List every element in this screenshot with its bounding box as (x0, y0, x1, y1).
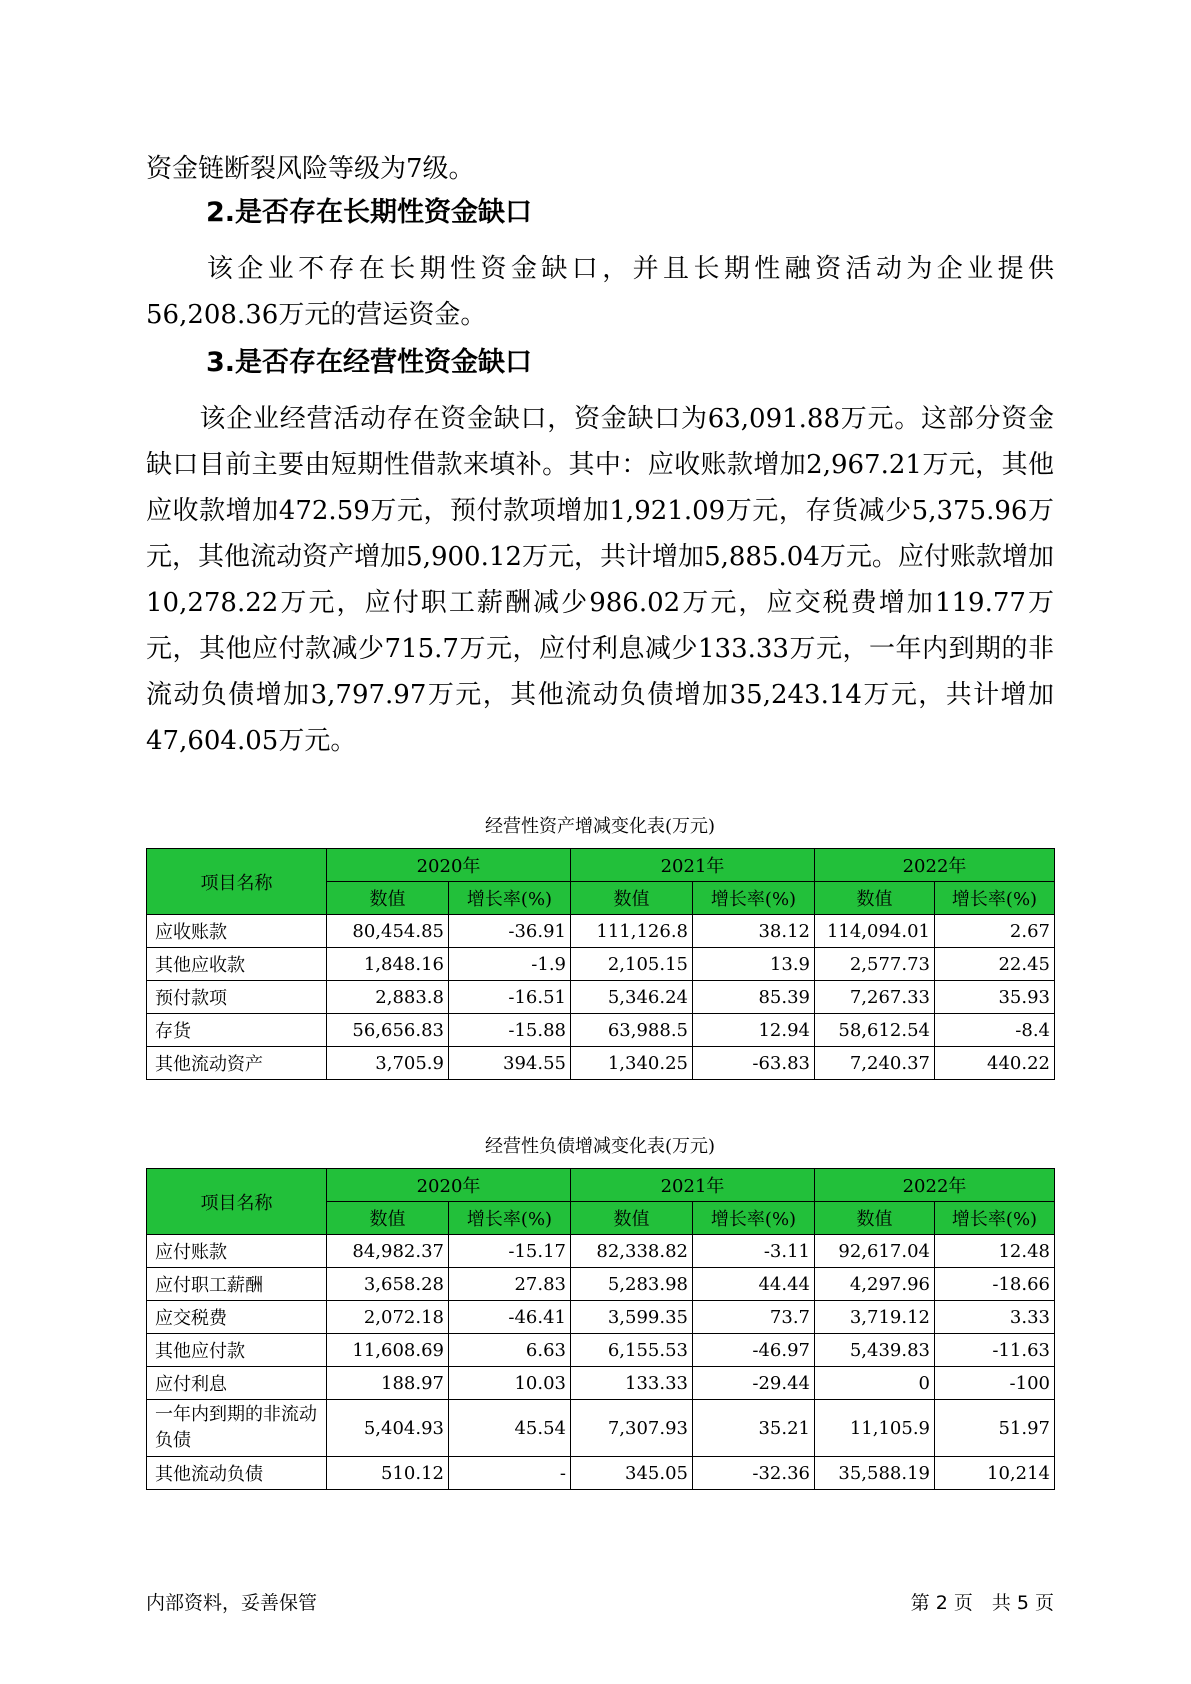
cell-growth: 13.9 (693, 948, 815, 981)
header-item: 项目名称 (147, 849, 327, 915)
cell-value: 82,338.82 (571, 1235, 693, 1268)
cell-value: 35,588.19 (815, 1457, 935, 1490)
cell-growth: -16.51 (449, 981, 571, 1014)
table-row (147, 1367, 1055, 1400)
cell-growth: 35.93 (935, 981, 1055, 1014)
header-growth: 增长率(%) (693, 1202, 815, 1235)
header-value: 数值 (815, 882, 935, 915)
cell-value: 510.12 (327, 1457, 449, 1490)
cell-value: 345.05 (571, 1457, 693, 1490)
cell-growth: -63.83 (693, 1047, 815, 1080)
cell-value: 92,617.04 (815, 1235, 935, 1268)
header-value: 数值 (327, 882, 449, 915)
cell-growth: 6.63 (449, 1334, 571, 1367)
header-growth: 增长率(%) (449, 882, 571, 915)
header-growth: 增长率(%) (935, 882, 1055, 915)
asset-table (146, 848, 1055, 1080)
cell-growth: 22.45 (935, 948, 1055, 981)
cell-value: 63,988.5 (571, 1014, 693, 1047)
cell-value: 2,105.15 (571, 948, 693, 981)
row-label: 一年内到期的非流动负债 (147, 1400, 327, 1457)
table-row (147, 1457, 1055, 1490)
header-2020: 2020年 (327, 849, 571, 882)
header-item: 项目名称 (147, 1169, 327, 1235)
cell-growth: 38.12 (693, 915, 815, 948)
cell-growth: 440.22 (935, 1047, 1055, 1080)
liability-table (146, 1168, 1055, 1490)
cell-growth: -32.36 (693, 1457, 815, 1490)
table-row (147, 1268, 1055, 1301)
cell-growth: 10,214 (935, 1457, 1055, 1490)
cell-growth: 35.21 (693, 1400, 815, 1457)
cell-growth: 27.83 (449, 1268, 571, 1301)
header-2020: 2020年 (327, 1169, 571, 1202)
table-row (147, 1235, 1055, 1268)
cell-growth: -8.4 (935, 1014, 1055, 1047)
row-label: 存货 (147, 1014, 327, 1047)
table-row (147, 948, 1055, 981)
header-growth: 增长率(%) (693, 882, 815, 915)
cell-growth: 73.7 (693, 1301, 815, 1334)
cell-growth: 44.44 (693, 1268, 815, 1301)
cell-value: 5,404.93 (327, 1400, 449, 1457)
cell-growth: - (449, 1457, 571, 1490)
paragraph-long-term: 该企业不存在长期性资金缺口，并且长期性融资活动为企业提供56,208.36万元的营运资金。 (146, 254, 1054, 330)
table-row (147, 1334, 1055, 1367)
cell-growth: 3.33 (935, 1301, 1055, 1334)
cell-value: 11,105.9 (815, 1400, 935, 1457)
cell-growth: 2.67 (935, 915, 1055, 948)
cell-value: 111,126.8 (571, 915, 693, 948)
header-2021: 2021年 (571, 849, 815, 882)
cell-value: 80,454.85 (327, 915, 449, 948)
header-value: 数值 (815, 1202, 935, 1235)
cell-value: 7,240.37 (815, 1047, 935, 1080)
cell-value: 2,883.8 (327, 981, 449, 1014)
cell-value: 4,297.96 (815, 1268, 935, 1301)
cell-growth: 51.97 (935, 1400, 1055, 1457)
heading-long-term-gap: 2.是否存在长期性资金缺口 (206, 197, 533, 228)
paragraph-risk-level: 资金链断裂风险等级为7级。 (146, 154, 475, 184)
header-2021: 2021年 (571, 1169, 815, 1202)
cell-value: 3,599.35 (571, 1301, 693, 1334)
cell-value: 7,267.33 (815, 981, 935, 1014)
cell-value: 6,155.53 (571, 1334, 693, 1367)
cell-growth: 45.54 (449, 1400, 571, 1457)
row-label: 其他应收款 (147, 948, 327, 981)
row-label: 应收账款 (147, 915, 327, 948)
cell-value: 0 (815, 1367, 935, 1400)
cell-value: 58,612.54 (815, 1014, 935, 1047)
cell-value: 1,848.16 (327, 948, 449, 981)
cell-growth: 85.39 (693, 981, 815, 1014)
row-label: 应交税费 (147, 1301, 327, 1334)
row-label: 应付利息 (147, 1367, 327, 1400)
cell-growth: 12.48 (935, 1235, 1055, 1268)
header-value: 数值 (571, 882, 693, 915)
footer-confidential: 内部资料，妥善保管 (146, 1592, 318, 1614)
cell-value: 133.33 (571, 1367, 693, 1400)
table-row (147, 1047, 1055, 1080)
header-value: 数值 (327, 1202, 449, 1235)
cell-growth: 394.55 (449, 1047, 571, 1080)
header-2022: 2022年 (815, 849, 1055, 882)
cell-value: 3,705.9 (327, 1047, 449, 1080)
cell-growth: -29.44 (693, 1367, 815, 1400)
heading-operating-gap: 3.是否存在经营性资金缺口 (206, 347, 533, 378)
cell-value: 188.97 (327, 1367, 449, 1400)
cell-growth: -3.11 (693, 1235, 815, 1268)
cell-value: 114,094.01 (815, 915, 935, 948)
cell-growth: -18.66 (935, 1268, 1055, 1301)
cell-value: 2,072.18 (327, 1301, 449, 1334)
row-label: 预付款项 (147, 981, 327, 1014)
cell-growth: -100 (935, 1367, 1055, 1400)
row-label: 其他流动负债 (147, 1457, 327, 1490)
table-row (147, 1014, 1055, 1047)
footer-page-number: 第 2 页 共 5 页 (910, 1592, 1054, 1614)
liability-table-caption: 经营性负债增减变化表(万元) (484, 1136, 716, 1157)
table-row (147, 981, 1055, 1014)
table-row (147, 1301, 1055, 1334)
cell-value: 5,439.83 (815, 1334, 935, 1367)
cell-growth: -11.63 (935, 1334, 1055, 1367)
cell-growth: -46.41 (449, 1301, 571, 1334)
cell-value: 5,346.24 (571, 981, 693, 1014)
header-growth: 增长率(%) (935, 1202, 1055, 1235)
cell-growth: 12.94 (693, 1014, 815, 1047)
row-label: 应付职工薪酬 (147, 1268, 327, 1301)
cell-value: 56,656.83 (327, 1014, 449, 1047)
paragraph-operating: 该企业经营活动存在资金缺口，资金缺口为63,091.88万元。这部分资金缺口目前主要由短期性借款来填补。其中：应收账款增加2,967.21万元，其他应收款增加472.59万元，预付款项增加1,921.09万元，存货减少5,375.96万元，其他流动资产增加5,900.12万元，共计增加5,885.04万元。应付账款增加10,278.22万元，应付职工薪酬减少986.02万元，应交税费增加119.77万元，其他应付款减少715.7万元，应付利息减少133.33万元，一年内到期的非流动负债增加3,797.97万元，其他流动负债增加35,243.14万元，共计增加47,604.05万元。 (146, 404, 1054, 756)
row-label: 其他应付款 (147, 1334, 327, 1367)
header-2022: 2022年 (815, 1169, 1055, 1202)
cell-value: 3,719.12 (815, 1301, 935, 1334)
row-label: 应付账款 (147, 1235, 327, 1268)
cell-growth: -46.97 (693, 1334, 815, 1367)
cell-value: 3,658.28 (327, 1268, 449, 1301)
cell-growth: -36.91 (449, 915, 571, 948)
cell-growth: -1.9 (449, 948, 571, 981)
cell-growth: -15.88 (449, 1014, 571, 1047)
table-row (147, 915, 1055, 948)
cell-value: 1,340.25 (571, 1047, 693, 1080)
asset-table-caption: 经营性资产增减变化表(万元) (484, 816, 716, 837)
header-growth: 增长率(%) (449, 1202, 571, 1235)
header-value: 数值 (571, 1202, 693, 1235)
cell-value: 84,982.37 (327, 1235, 449, 1268)
cell-growth: -15.17 (449, 1235, 571, 1268)
table-row (147, 1400, 1055, 1457)
cell-value: 11,608.69 (327, 1334, 449, 1367)
cell-value: 2,577.73 (815, 948, 935, 981)
cell-growth: 10.03 (449, 1367, 571, 1400)
cell-value: 7,307.93 (571, 1400, 693, 1457)
row-label: 其他流动资产 (147, 1047, 327, 1080)
cell-value: 5,283.98 (571, 1268, 693, 1301)
